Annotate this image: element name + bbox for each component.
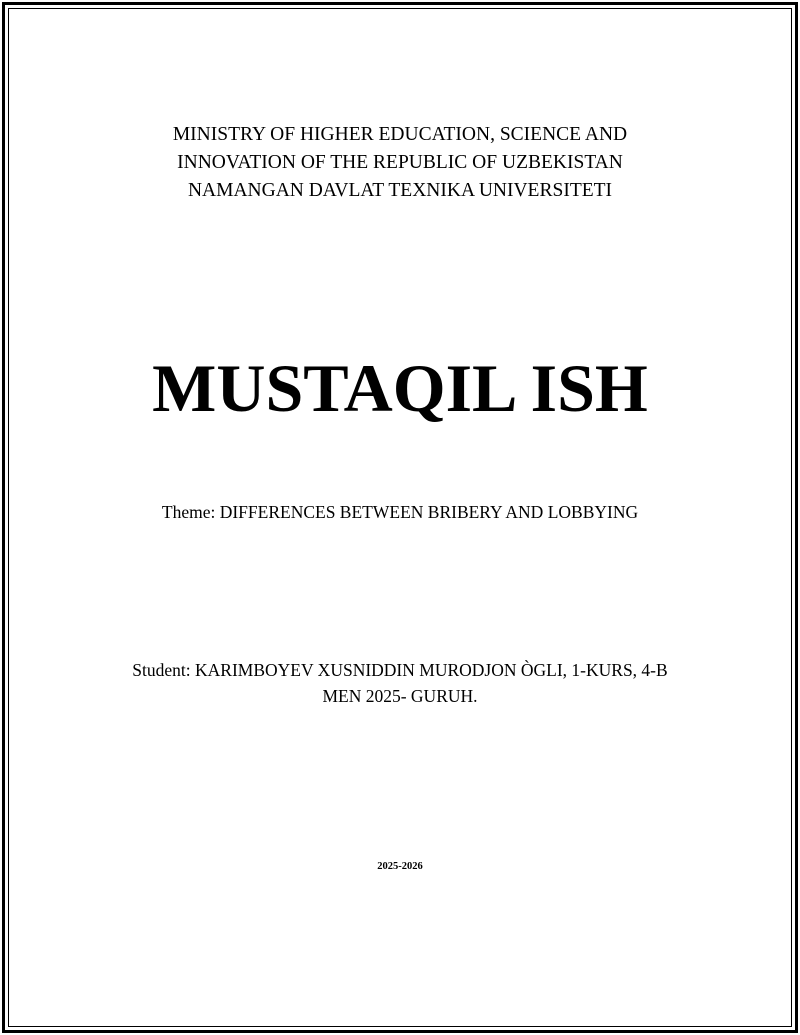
institution-header <box>0 121 800 205</box>
student-info <box>0 657 800 709</box>
theme-text: Theme: DIFFERENCES BETWEEN BRIBERY AND LOBBYING <box>161 502 639 522</box>
header-line-republic: INNOVATION OF THE REPUBLIC OF UZBEKISTAN <box>177 152 623 173</box>
student-line-group: MEN 2025- GURUH. <box>322 686 478 706</box>
document-title: MUSTAQIL ISH <box>152 350 648 426</box>
header-line-university: NAMANGAN DAVLAT TEXNIKA UNIVERSITETI <box>187 180 613 201</box>
student-line-name: Student: KARIMBOYEV XUSNIDDIN MURODJON ÒGLI, 1-KURS, 4-B <box>132 660 668 680</box>
academic-year: 2025-2026 <box>377 861 423 872</box>
header-line-ministry: MINISTRY OF HIGHER EDUCATION, SCIENCE AND <box>172 124 628 145</box>
